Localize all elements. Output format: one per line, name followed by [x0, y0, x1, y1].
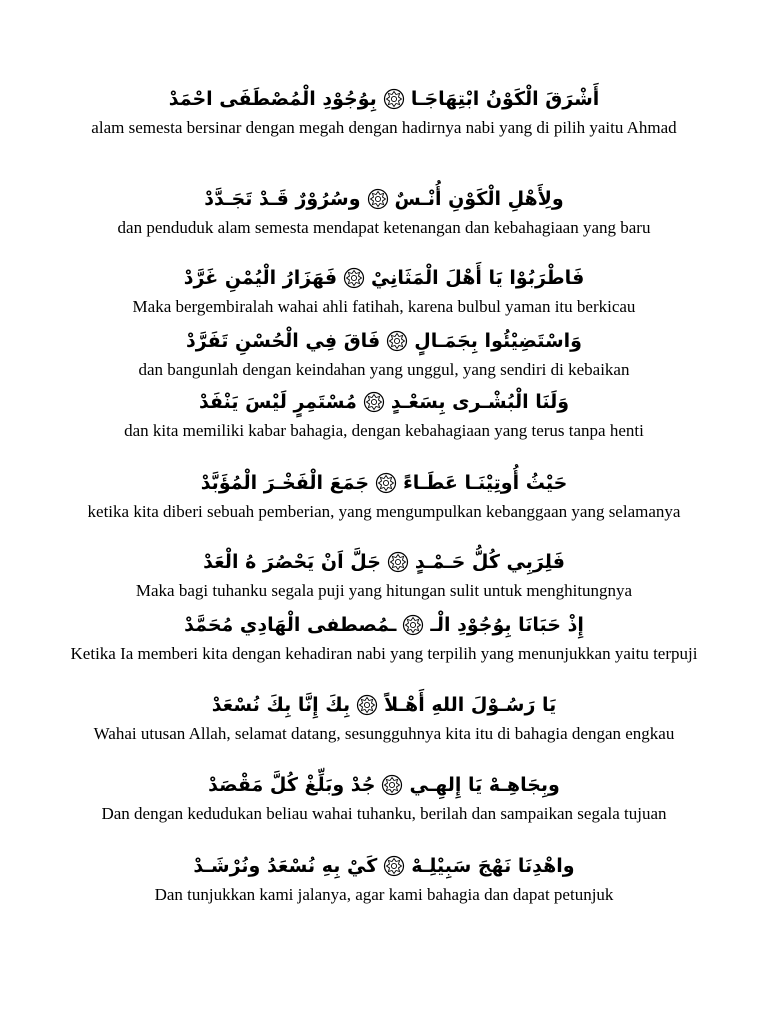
verse-block [60, 86, 708, 138]
verse-block [60, 186, 708, 238]
arabic-second-half: بِكَ إِنَّا بِكَ نُسْعَدْ [211, 694, 351, 716]
arabic-first-half: أَشْرَقَ الْكَوْنُ ابْتِهَاجَـا [410, 88, 600, 110]
arabic-second-half: جُدْ وبَلِّغْ كُلَّ مَقْصَدْ [208, 774, 376, 796]
arabic-first-half: ولِأَهْلِ الْكَوْنِ أُنْـسٌ [394, 188, 564, 210]
verse-separator-icon [383, 88, 405, 110]
arabic-first-half: فَلِرَبِي كُلُّ حَـمْـدٍ [414, 551, 565, 573]
translation-text: Dan dengan kedudukan beliau wahai tuhanku, berilah dan sampaikan segala tujuan [101, 804, 667, 823]
verse-block [60, 265, 708, 317]
translation-text: Wahai utusan Allah, selamat datang, sesungguhnya kita itu di bahagia dengan engkau [93, 724, 675, 743]
arabic-first-half: حَيْثُ أُوتِيْنَـا عَطَـاءً [403, 472, 568, 494]
verse-separator-icon [356, 694, 378, 716]
arabic-line [60, 772, 708, 798]
arabic-second-half: فَاقَ فِي الْحُسْنِ تَفَرَّدْ [186, 330, 381, 352]
translation-text: ketika kita diberi sebuah pemberian, yang mengumpulkan kebanggaan yang selamanya [87, 502, 681, 521]
arabic-line [60, 549, 708, 575]
arabic-line [60, 265, 708, 291]
arabic-second-half: كَيْ بِهِ نُسْعَدُ ونُرْشَـدْ [193, 855, 378, 877]
arabic-line [60, 86, 708, 112]
arabic-second-half: جَلَّ اَنْ يَحْصُرَ هُ الْعَدْ [203, 551, 381, 573]
arabic-first-half: إِذْ حَبَانَا بِوُجُوْدِ الْـ [430, 614, 584, 636]
translation-text: Dan tunjukkan kami jalanya, agar kami bahagia dan dapat petunjuk [154, 885, 614, 904]
verse-separator-icon [381, 774, 403, 796]
verse-block [60, 612, 708, 664]
arabic-first-half: فَاطْرَبُوْا يَا أَهْلَ الْمَثَانِيْ [371, 267, 585, 289]
translation-text: Ketika Ia memberi kita dengan kehadiran nabi yang terpilih yang menunjukkan yaitu terpuji [70, 644, 698, 663]
verse-block [60, 470, 708, 522]
verse-separator-icon [386, 330, 408, 352]
verse-block [60, 772, 708, 824]
translation-text: dan kita memiliki kabar bahagia, dengan kebahagiaan yang terus tanpa henti [124, 421, 644, 440]
arabic-first-half: واهْدِنَا نَهْجَ سَبِيْلِـهْ [411, 855, 575, 877]
arabic-line [60, 389, 708, 415]
verse-separator-icon [375, 472, 397, 494]
arabic-first-half: وبِجَاهِـهْ يَا إِلهِـي [409, 774, 560, 796]
arabic-second-half: وسُرُوْرٌ قَـدْ تَجَـدَّدْ [204, 188, 361, 210]
arabic-line [60, 186, 708, 212]
verse-separator-icon [383, 855, 405, 877]
arabic-second-half: ـمُصطفى الْهَادِي مُحَمَّدْ [184, 614, 397, 636]
arabic-first-half: يَا رَسُـوْلَ اللهِ أَهْـلاً [384, 694, 557, 716]
arabic-line [60, 853, 708, 879]
arabic-second-half: جَمَعَ الْفَخْـرَ الْمُؤَبَّدْ [200, 472, 370, 494]
arabic-line [60, 470, 708, 496]
verse-block [60, 328, 708, 380]
arabic-line [60, 328, 708, 354]
translation-text: Maka bergembiralah wahai ahli fatihah, karena bulbul yaman itu berkicau [132, 297, 636, 316]
arabic-first-half: وَلَنَا الْبُشْـرى بِسَعْـدٍ [390, 391, 570, 413]
arabic-line [60, 612, 708, 638]
arabic-line [60, 692, 708, 718]
arabic-second-half: مُسْتَمِرٍ لَيْسَ يَنْفَدْ [198, 391, 357, 413]
verse-separator-icon [343, 267, 365, 289]
verse-block [60, 692, 708, 744]
verse-separator-icon [402, 614, 424, 636]
verse-separator-icon [387, 551, 409, 573]
verse-block [60, 549, 708, 601]
verse-separator-icon [367, 188, 389, 210]
translation-text: alam semesta bersinar dengan megah dengan hadirnya nabi yang di pilih yaitu Ahmad [91, 118, 677, 137]
arabic-second-half: بِوُجُوْدِ الْمُصْطَفَى احْمَدْ [168, 88, 377, 110]
arabic-second-half: فَهَزَارُ الْيُمْنِ غَرَّدْ [183, 267, 338, 289]
translation-text: dan bangunlah dengan keindahan yang unggul, yang sendiri di kebaikan [138, 360, 630, 379]
arabic-first-half: وَاسْتَضِيْئُوا بِجَمَـالٍ [414, 330, 582, 352]
translation-text: Maka bagi tuhanku segala puji yang hitungan sulit untuk menghitungnya [135, 581, 633, 600]
verse-separator-icon [363, 391, 385, 413]
translation-text: dan penduduk alam semesta mendapat ketenangan dan kebahagiaan yang baru [117, 218, 651, 237]
verse-block [60, 853, 708, 905]
verse-block [60, 389, 708, 441]
